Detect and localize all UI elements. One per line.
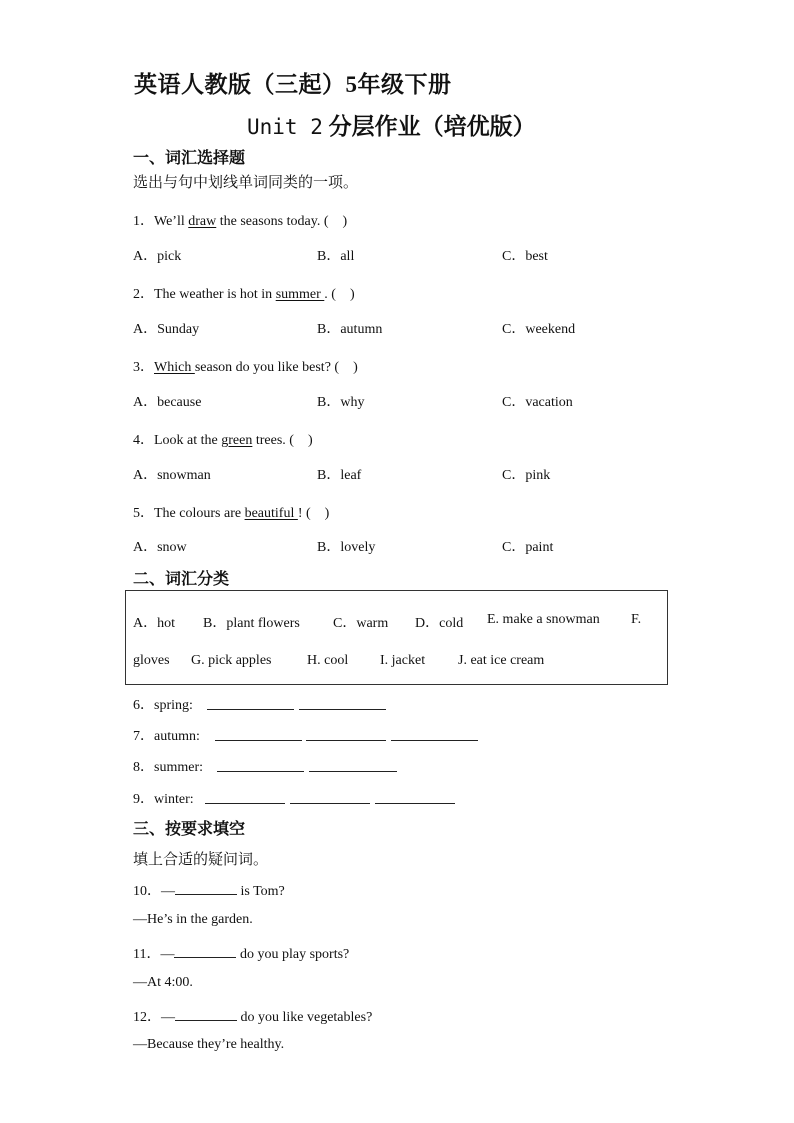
word-bank-f-label: F. xyxy=(631,612,642,627)
answer-blank[interactable] xyxy=(375,789,455,804)
underlined-word: green xyxy=(221,433,253,448)
q2-option-c[interactable]: C．weekend xyxy=(502,322,576,337)
q2-option-b[interactable]: B．autumn xyxy=(317,322,383,337)
underlined-word: draw xyxy=(188,214,217,229)
answer-blank[interactable] xyxy=(290,789,370,804)
question-5: 5．The colours are beautiful ! ( ) xyxy=(133,506,330,521)
q1-option-c[interactable]: C．best xyxy=(502,249,548,264)
question-1: 1．We’ll draw the seasons today. ( ) xyxy=(133,214,348,229)
question-4: 4．Look at the green trees. ( ) xyxy=(133,433,313,448)
q4-option-a[interactable]: A．snowman xyxy=(133,468,211,483)
subtitle-unit: Unit 2 xyxy=(247,115,323,139)
word-bank-g: G. pick apples xyxy=(191,653,272,668)
word-bank-j: J. eat ice cream xyxy=(458,653,545,668)
q1-option-b[interactable]: B．all xyxy=(317,249,355,264)
answer-12: —Because they’re healthy. xyxy=(133,1037,285,1052)
answer-blank[interactable] xyxy=(299,695,386,710)
underlined-word: beautiful xyxy=(244,506,298,521)
word-bank-e: E. make a snowman xyxy=(487,612,600,627)
word-bank-d: D．cold xyxy=(415,616,464,631)
answer-11: —At 4:00. xyxy=(133,975,193,990)
q1-option-a[interactable]: A．pick xyxy=(133,249,182,264)
answer-10: —He’s in the garden. xyxy=(133,912,253,927)
q5-option-c[interactable]: C．paint xyxy=(502,540,554,555)
page-subtitle xyxy=(247,108,536,141)
word-bank-c: C．warm xyxy=(333,616,389,631)
answer-blank[interactable] xyxy=(217,757,304,772)
word-bank-h: H. cool xyxy=(307,653,349,668)
section3-heading: 三、按要求填空 xyxy=(133,821,246,838)
question-2: 2．The weather is hot in summer . ( ) xyxy=(133,287,355,302)
question-11: 11．— do you play sports? xyxy=(133,943,349,963)
word-bank-box xyxy=(125,590,668,685)
answer-blank[interactable] xyxy=(175,880,237,895)
q3-option-a[interactable]: A．because xyxy=(133,395,202,410)
q3-option-c[interactable]: C．vacation xyxy=(502,395,573,410)
classify-item-7: 7．autumn: xyxy=(133,729,200,744)
question-10: 10．— is Tom? xyxy=(133,880,285,900)
word-bank-a: A．hot xyxy=(133,616,175,631)
classify-item-9: 9．winter: xyxy=(133,792,194,807)
question-12: 12．— do you like vegetables? xyxy=(133,1006,372,1026)
answer-blank[interactable] xyxy=(174,943,236,958)
q5-option-b[interactable]: B．lovely xyxy=(317,540,376,555)
word-bank-b: B．plant flowers xyxy=(203,616,300,631)
word-bank-i: I. jacket xyxy=(380,653,426,668)
underlined-word: summer xyxy=(275,287,325,302)
answer-blank[interactable] xyxy=(391,726,478,741)
word-bank-f: gloves xyxy=(133,653,170,668)
section2-heading: 二、词汇分类 xyxy=(133,571,230,588)
answer-blank[interactable] xyxy=(306,726,386,741)
classify-item-6: 6．spring: xyxy=(133,698,193,713)
q2-option-a[interactable]: A．Sunday xyxy=(133,322,200,337)
answer-blank[interactable] xyxy=(309,757,397,772)
section1-instruction: 选出与句中划线单词同类的一项。 xyxy=(133,175,359,191)
answer-blank[interactable] xyxy=(215,726,302,741)
q5-option-a[interactable]: A．snow xyxy=(133,540,187,555)
q4-option-c[interactable]: C．pink xyxy=(502,468,551,483)
q4-option-b[interactable]: B．leaf xyxy=(317,468,362,483)
page-title: 英语人教版（三起）5年级下册 xyxy=(134,72,452,97)
section1-heading: 一、词汇选择题 xyxy=(133,150,246,167)
question-3: 3．Which season do you like best? ( ) xyxy=(133,360,358,375)
classify-item-8: 8．summer: xyxy=(133,760,203,775)
answer-blank[interactable] xyxy=(205,789,285,804)
answer-blank[interactable] xyxy=(175,1006,237,1021)
answer-blank[interactable] xyxy=(207,695,294,710)
underlined-word: Which xyxy=(154,360,195,375)
q3-option-b[interactable]: B．why xyxy=(317,395,365,410)
section3-instruction: 填上合适的疑问词。 xyxy=(133,852,269,868)
subtitle-rest: 分层作业（培优版） xyxy=(322,114,536,139)
